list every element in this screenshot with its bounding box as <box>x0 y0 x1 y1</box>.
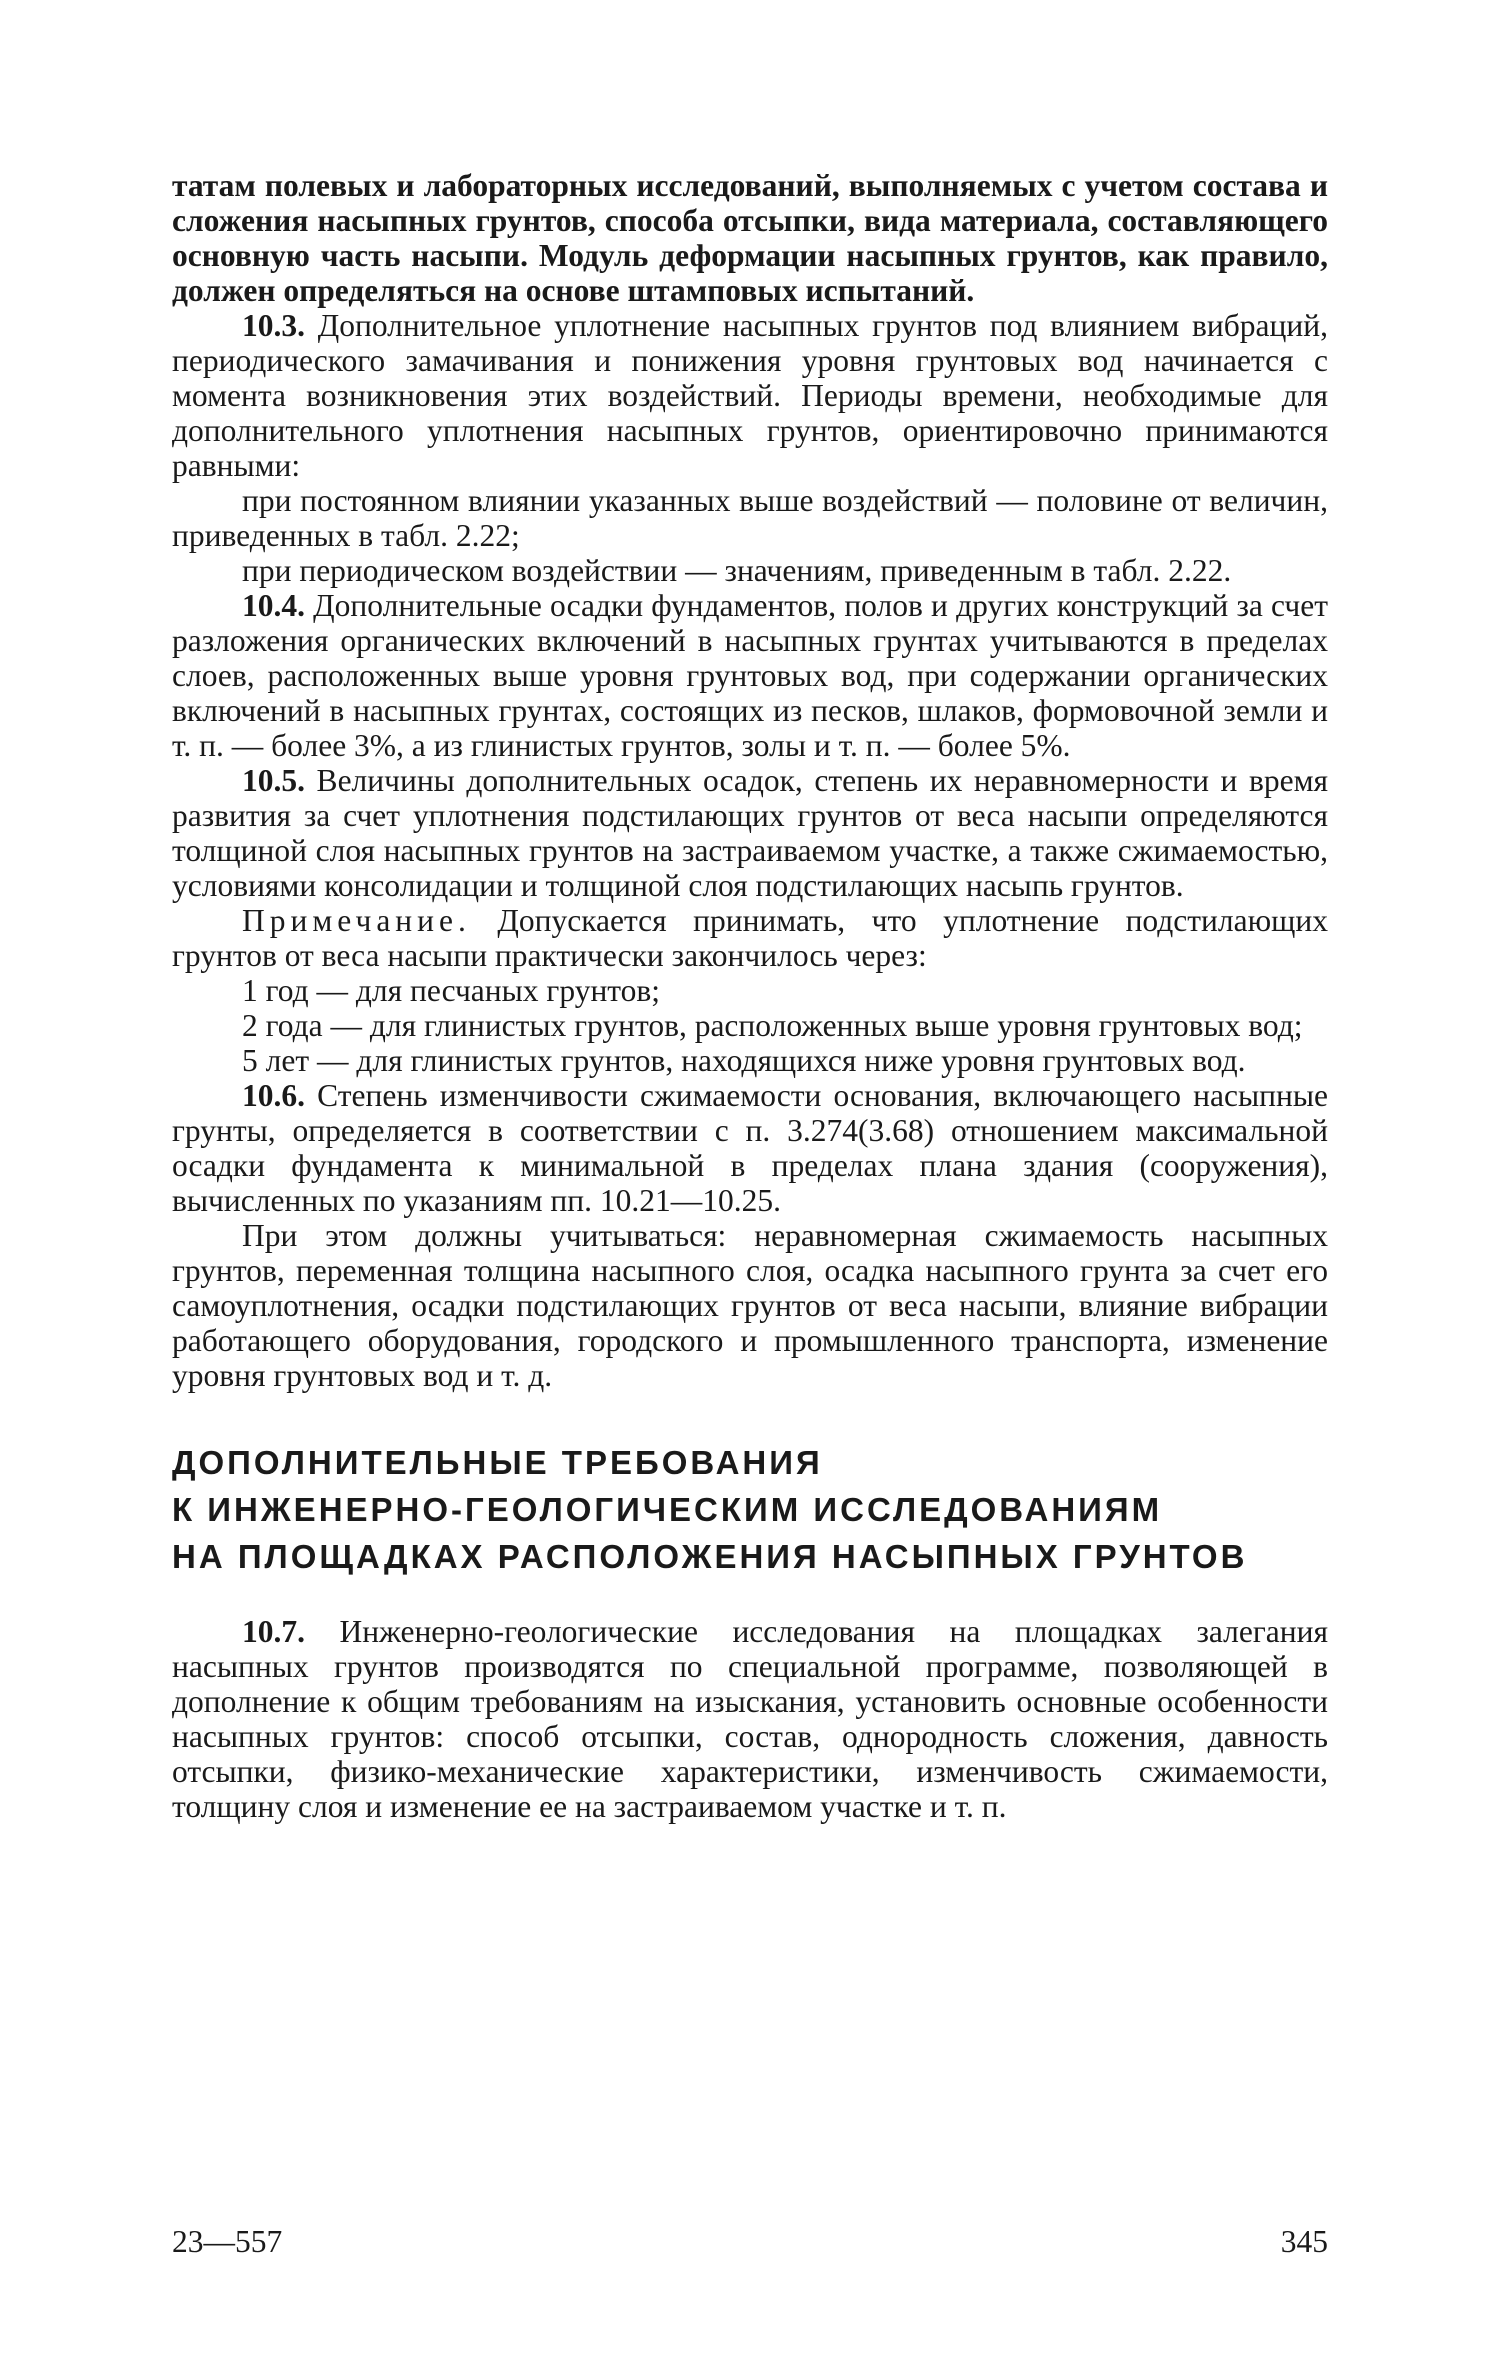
paragraph-10-3 <box>172 308 1328 483</box>
page-number: 345 <box>1280 2224 1328 2259</box>
paragraph-text: Степень изменчивости сжимаемости основания, включающего насыпные грунты, определяется в соответствии с п. 3.274(3.68) отношением максимальной осадки фундамента к минимальной в пределах плана здания (сооружения), вычисленных по указаниям пп. 10.21—10.25. <box>172 1078 1328 1218</box>
note-text: Допускается принимать, что уплотнение подстилающих грунтов от веса насыпи практически закончилось через: <box>172 903 1328 973</box>
paragraph-text: Дополнительные осадки фундаментов, полов и других конструкций за счет разложения органических включений в насыпных грунтах учитываются в пределах слоев, расположенных выше уровня грунтовых вод, при содержании органических включений в насыпных грунтах, состоящих из песков, шлаков, формовочной земли и т. п. — более 3%, а из глинистых грунтов, золы и т. п. — более 5%. <box>172 588 1328 763</box>
note-label: Примечание. <box>242 903 471 938</box>
paragraph-10-7 <box>172 1614 1328 1824</box>
paragraph-number: 10.5. <box>242 763 305 798</box>
intro-paragraph: татам полевых и лабораторных исследований, выполняемых с учетом состава и сложения насыпных грунтов, способа отсыпки, вида материала, составляющего основную часть насыпи. Модуль деформации насыпных грунтов, как правило, должен определяться на основе штамповых испытаний. <box>172 168 1328 308</box>
section-heading <box>172 1439 1328 1580</box>
paragraph-constant-influence: при постоянном влиянии указанных выше воздействий — половине от величин, приведенных в табл. 2.22; <box>172 483 1328 553</box>
note-item: 2 года — для глинистых грунтов, расположенных выше уровня грунтовых вод; <box>242 1008 1303 1043</box>
page-footer <box>172 2224 1328 2259</box>
printer-signature: 23—557 <box>172 2224 283 2259</box>
paragraph-text: Величины дополнительных осадок, степень их неравномерности и время развития за счет уплотнения подстилающих грунтов от веса насыпи определяются толщиной слоя насыпных грунтов на застраиваемом участке, а также сжимаемостью, условиями консолидации и толщиной слоя подстилающих насыпь грунтов. <box>172 763 1328 903</box>
section-heading-line: ДОПОЛНИТЕЛЬНЫЕ ТРЕБОВАНИЯ <box>172 1444 823 1481</box>
note-item: 5 лет — для глинистых грунтов, находящихся ниже уровня грунтовых вод. <box>242 1043 1246 1078</box>
paragraph-text: Инженерно-геологические исследования на площадках залегания насыпных грунтов производятся по специальной программе, позволяющей в дополнение к общим требованиям на изыскания, установить основные особенности насыпных грунтов: способ отсыпки, состав, однородность сложения, давность отсыпки, физико-механические характеристики, изменчивость сжимаемости, толщину слоя и изменение ее на застраиваемом участке и т. п. <box>172 1614 1328 1824</box>
paragraph-number: 10.4. <box>242 588 305 623</box>
paragraph-10-6 <box>172 1078 1328 1218</box>
note-item: 1 год — для песчаных грунтов; <box>242 973 661 1008</box>
paragraph-text: Дополнительное уплотнение насыпных грунтов под влиянием вибраций, периодического замачивания и понижения уровня грунтовых вод начинается с момента возникновения этих воздействий. Периоды времени, необходимые для дополнительного уплотнения насыпных грунтов, ориентировочно принимаются равными: <box>172 308 1328 483</box>
paragraph-considerations: При этом должны учитываться: неравномерная сжимаемость насыпных грунтов, переменная толщина насыпного слоя, осадка насыпного грунта за счет его самоуплотнения, осадки подстилающих грунтов от веса насыпи, влияние вибрации работающего оборудования, городского и промышленного транспорта, изменение уровня грунтовых вод и т. д. <box>172 1218 1328 1393</box>
paragraph-number: 10.7. <box>242 1614 305 1649</box>
paragraph-10-5 <box>172 763 1328 903</box>
section-heading-line: НА ПЛОЩАДКАХ РАСПОЛОЖЕНИЯ НАСЫПНЫХ ГРУНТОВ <box>172 1538 1248 1575</box>
note-paragraph <box>172 903 1328 973</box>
page-body <box>172 168 1328 1824</box>
paragraph-number: 10.3. <box>242 308 305 343</box>
paragraph-10-4 <box>172 588 1328 763</box>
section-heading-line: К ИНЖЕНЕРНО-ГЕОЛОГИЧЕСКИМ ИССЛЕДОВАНИЯМ <box>172 1491 1163 1528</box>
paragraph-periodic-influence: при периодическом воздействии — значениям, приведенным в табл. 2.22. <box>242 553 1232 588</box>
paragraph-number: 10.6. <box>242 1078 305 1113</box>
